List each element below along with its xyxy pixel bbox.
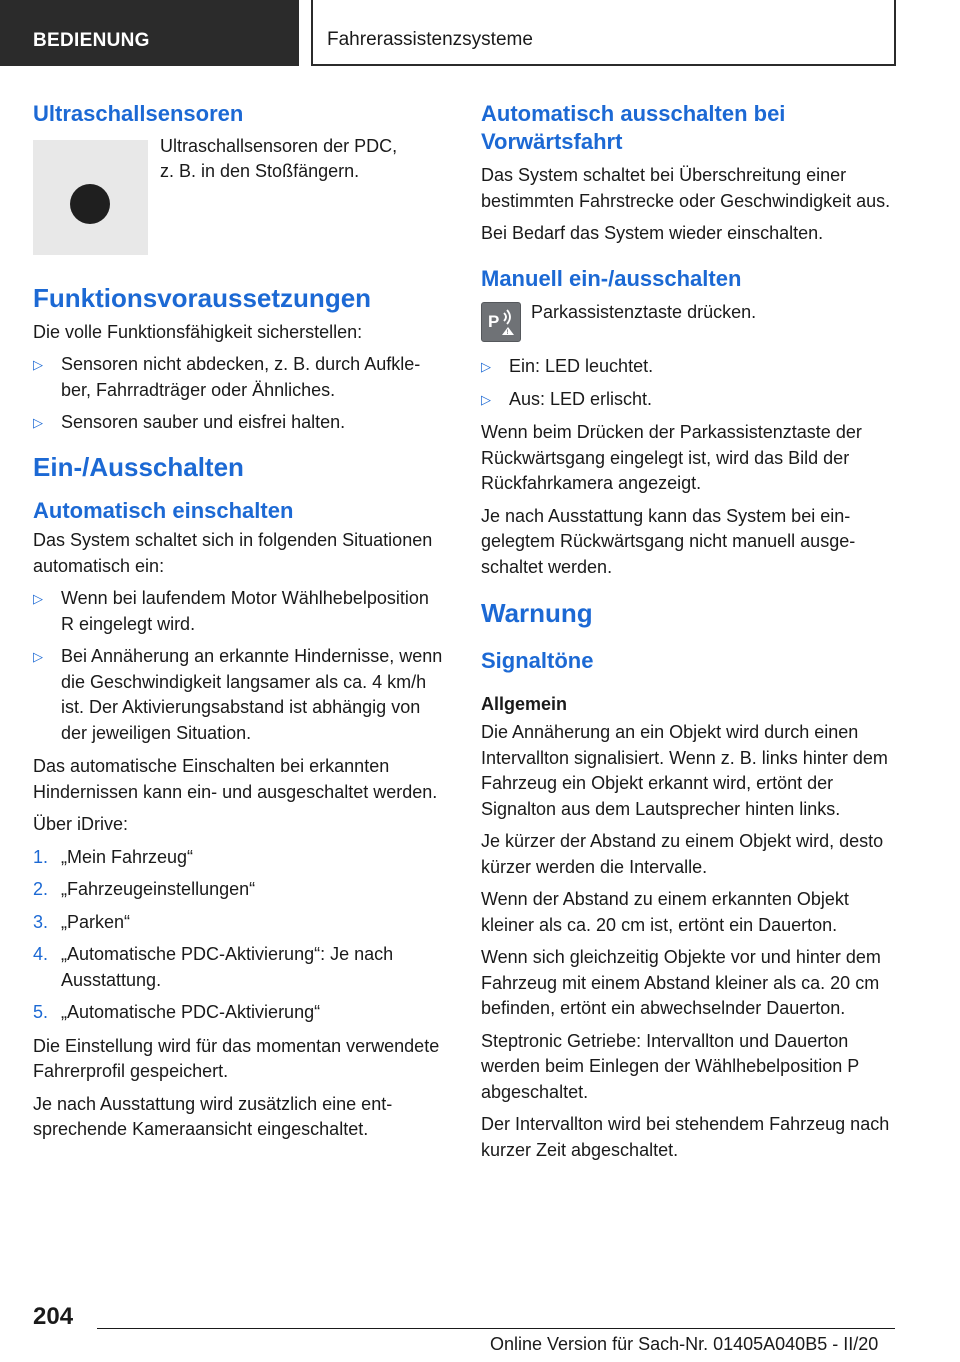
triangle-bullet-icon: ▷ [33, 415, 43, 431]
auto-on-paragraph: Das automatische Einschalten bei erkannten Hindernissen kann ein- und ausgeschaltet werden. [33, 756, 438, 802]
park-button-figure [481, 302, 897, 342]
warning-heading: Warnung [481, 598, 593, 628]
triangle-bullet-icon: ▷ [481, 391, 491, 407]
sensor-caption-line-1: Ultraschallsensoren der PDC, [160, 135, 398, 156]
svg-text:!: ! [506, 330, 509, 336]
svg-text:P: P [488, 312, 500, 331]
idrive-label: Über iDrive: [33, 814, 129, 835]
page-header [0, 0, 960, 66]
on-off-heading: Ein-/Ausschalten [33, 451, 244, 482]
signal-p5: Steptronic Getriebe: Intervallton und Dauerton werden beim Einlegen der Wählhebelposition P abgeschaltet. [481, 1030, 859, 1102]
manual-p2: Je nach Ausstattung kann das System bei eingelegtem Rückwärtsgang nicht manuell ausgeschaltet werden. [481, 505, 856, 577]
triangle-bullet-icon: ▷ [33, 649, 43, 665]
sensor-caption-line-2: z. B. in den Stoßfängern. [160, 161, 360, 181]
signal-p3: Wenn der Abstand zu einem erkannten Objekt kleiner als ca. 20 cm ist, ertönt ein Dauerton. [481, 889, 849, 935]
signal-p1: Die Annäherung an ein Objekt wird durch einen Intervallton signalisiert. Wenn z. B. links hinter dem Fahrzeug ein Objekt erkannt wird, ertönt der Signalton aus dem Lautsprecher hinten links. [481, 722, 888, 819]
list-item: ▷ Aus: LED erlischt. [481, 387, 897, 413]
triangle-bullet-icon: ▷ [33, 591, 43, 607]
triangle-bullet-icon: ▷ [33, 357, 43, 373]
camera-paragraph: Je nach Ausstattung wird zusätzlich eine entsprechende Kameraansicht eingeschaltet. [33, 1093, 393, 1140]
ultrasonic-heading: Ultraschallsensoren [33, 101, 244, 126]
requirements-intro: Die volle Funktionsfähigkeit sicherstellen: [33, 321, 363, 342]
footer-version: Online Version für Sach-Nr. 01405A040B5 - II/20 [490, 1334, 879, 1354]
step-number: 4. [33, 944, 49, 965]
footer-divider [97, 1328, 895, 1329]
list-item: ▷ Sensoren nicht abdecken, z. B. durch Aufkleber, Fahrradträger oder Ähnliches. [33, 354, 421, 400]
idrive-steps [33, 845, 443, 1026]
triangle-bullet-icon: ▷ [481, 359, 491, 374]
step-number: 3. [33, 911, 49, 932]
page-number: 204 [33, 1303, 74, 1330]
step-item: 3. „Parken“ [33, 910, 443, 936]
auto-off-p2: Bei Bedarf das System wieder einschalten. [481, 223, 824, 243]
auto-on-intro: Das System schaltet sich in folgenden Situationen automatisch ein: [33, 530, 433, 576]
manual-list [481, 354, 897, 412]
sensor-dot [70, 184, 110, 224]
section-tab: BEDIENUNG [0, 0, 299, 66]
park-assist-glyph [482, 303, 520, 341]
step-item: 1. „Mein Fahrzeug“ [33, 845, 443, 871]
left-column [33, 100, 443, 1150]
right-column [481, 100, 897, 1170]
auto-off-p1: Das System schaltet bei Überschreitung einer bestimmten Fahrstrecke oder Geschwindigkeit aus. [481, 165, 891, 211]
settings-paragraph: Die Einstellung wird für das momentan verwendete Fahrerprofil gespeichert. [33, 1035, 440, 1082]
list-item: ▷ Ein: LED leuchtet. [481, 354, 897, 380]
step-item: 4. „Automatische PDC-Aktivierung“: Je nach Ausstattung. [33, 944, 394, 990]
ultrasonic-sensor-icon [33, 140, 148, 255]
manual-heading: Manuell ein-/ausschalten [481, 265, 742, 291]
step-item: 5. „Automatische PDC-Aktivierung“ [33, 1000, 443, 1026]
park-assist-button-icon [481, 302, 521, 342]
requirements-list [33, 352, 443, 436]
step-number: 1. [33, 846, 49, 867]
manual-p1: Wenn beim Drücken der Parkassistenztaste der Rückwärtsgang eingelegt ist, wird das Bild der Rückfahrkamera angezeigt. [481, 422, 862, 493]
sensor-figure [33, 135, 443, 255]
list-item: ▷ Sensoren sauber und eisfrei halten. [33, 410, 443, 436]
signal-tones-heading: Signaltöne [481, 648, 594, 674]
signal-p6: Der Intervallton wird bei stehendem Fahrzeug nach kurzer Zeit abgeschaltet. [481, 1114, 890, 1160]
signal-p4: Wenn sich gleichzeitig Objekte vor und hinter dem Fahrzeug mit einem Abstand kleiner als ca. 20 cm befinden, ertönt ein abwechselnder Dauerton. [481, 947, 881, 1019]
list-item: ▷ Wenn bei laufendem Motor Wählhebelposition R eingelegt wird. [33, 588, 429, 634]
sensor-caption [160, 134, 397, 185]
signal-p2: Je kürzer der Abstand zu einem Objekt wird, desto kürzer werden die Intervalle. [481, 831, 884, 877]
step-item: 2. „Fahrzeugeinstellungen“ [33, 877, 443, 903]
auto-on-list [33, 586, 443, 746]
chapter-tab: Fahrerassistenzsysteme [311, 0, 896, 66]
park-button-caption: Parkassistenztaste drücken. [531, 302, 757, 322]
step-number: 2. [33, 879, 49, 900]
general-heading: Allgemein [481, 693, 568, 714]
list-item: ▷ Bei Annäherung an erkannte Hindernisse, wenn die Geschwindigkeit langsamer als ca. 4 km/h ist. Der Aktivierungsabstand ist abhängig von der jeweiligen Situation. [33, 646, 443, 743]
step-number: 5. [33, 1002, 49, 1023]
auto-on-heading: Automatisch einschalten [33, 497, 294, 523]
requirements-heading: Funktionsvoraussetzungen [33, 282, 372, 313]
auto-off-heading: Automatisch ausschalten bei Vorwärtsfahrt [481, 101, 786, 154]
